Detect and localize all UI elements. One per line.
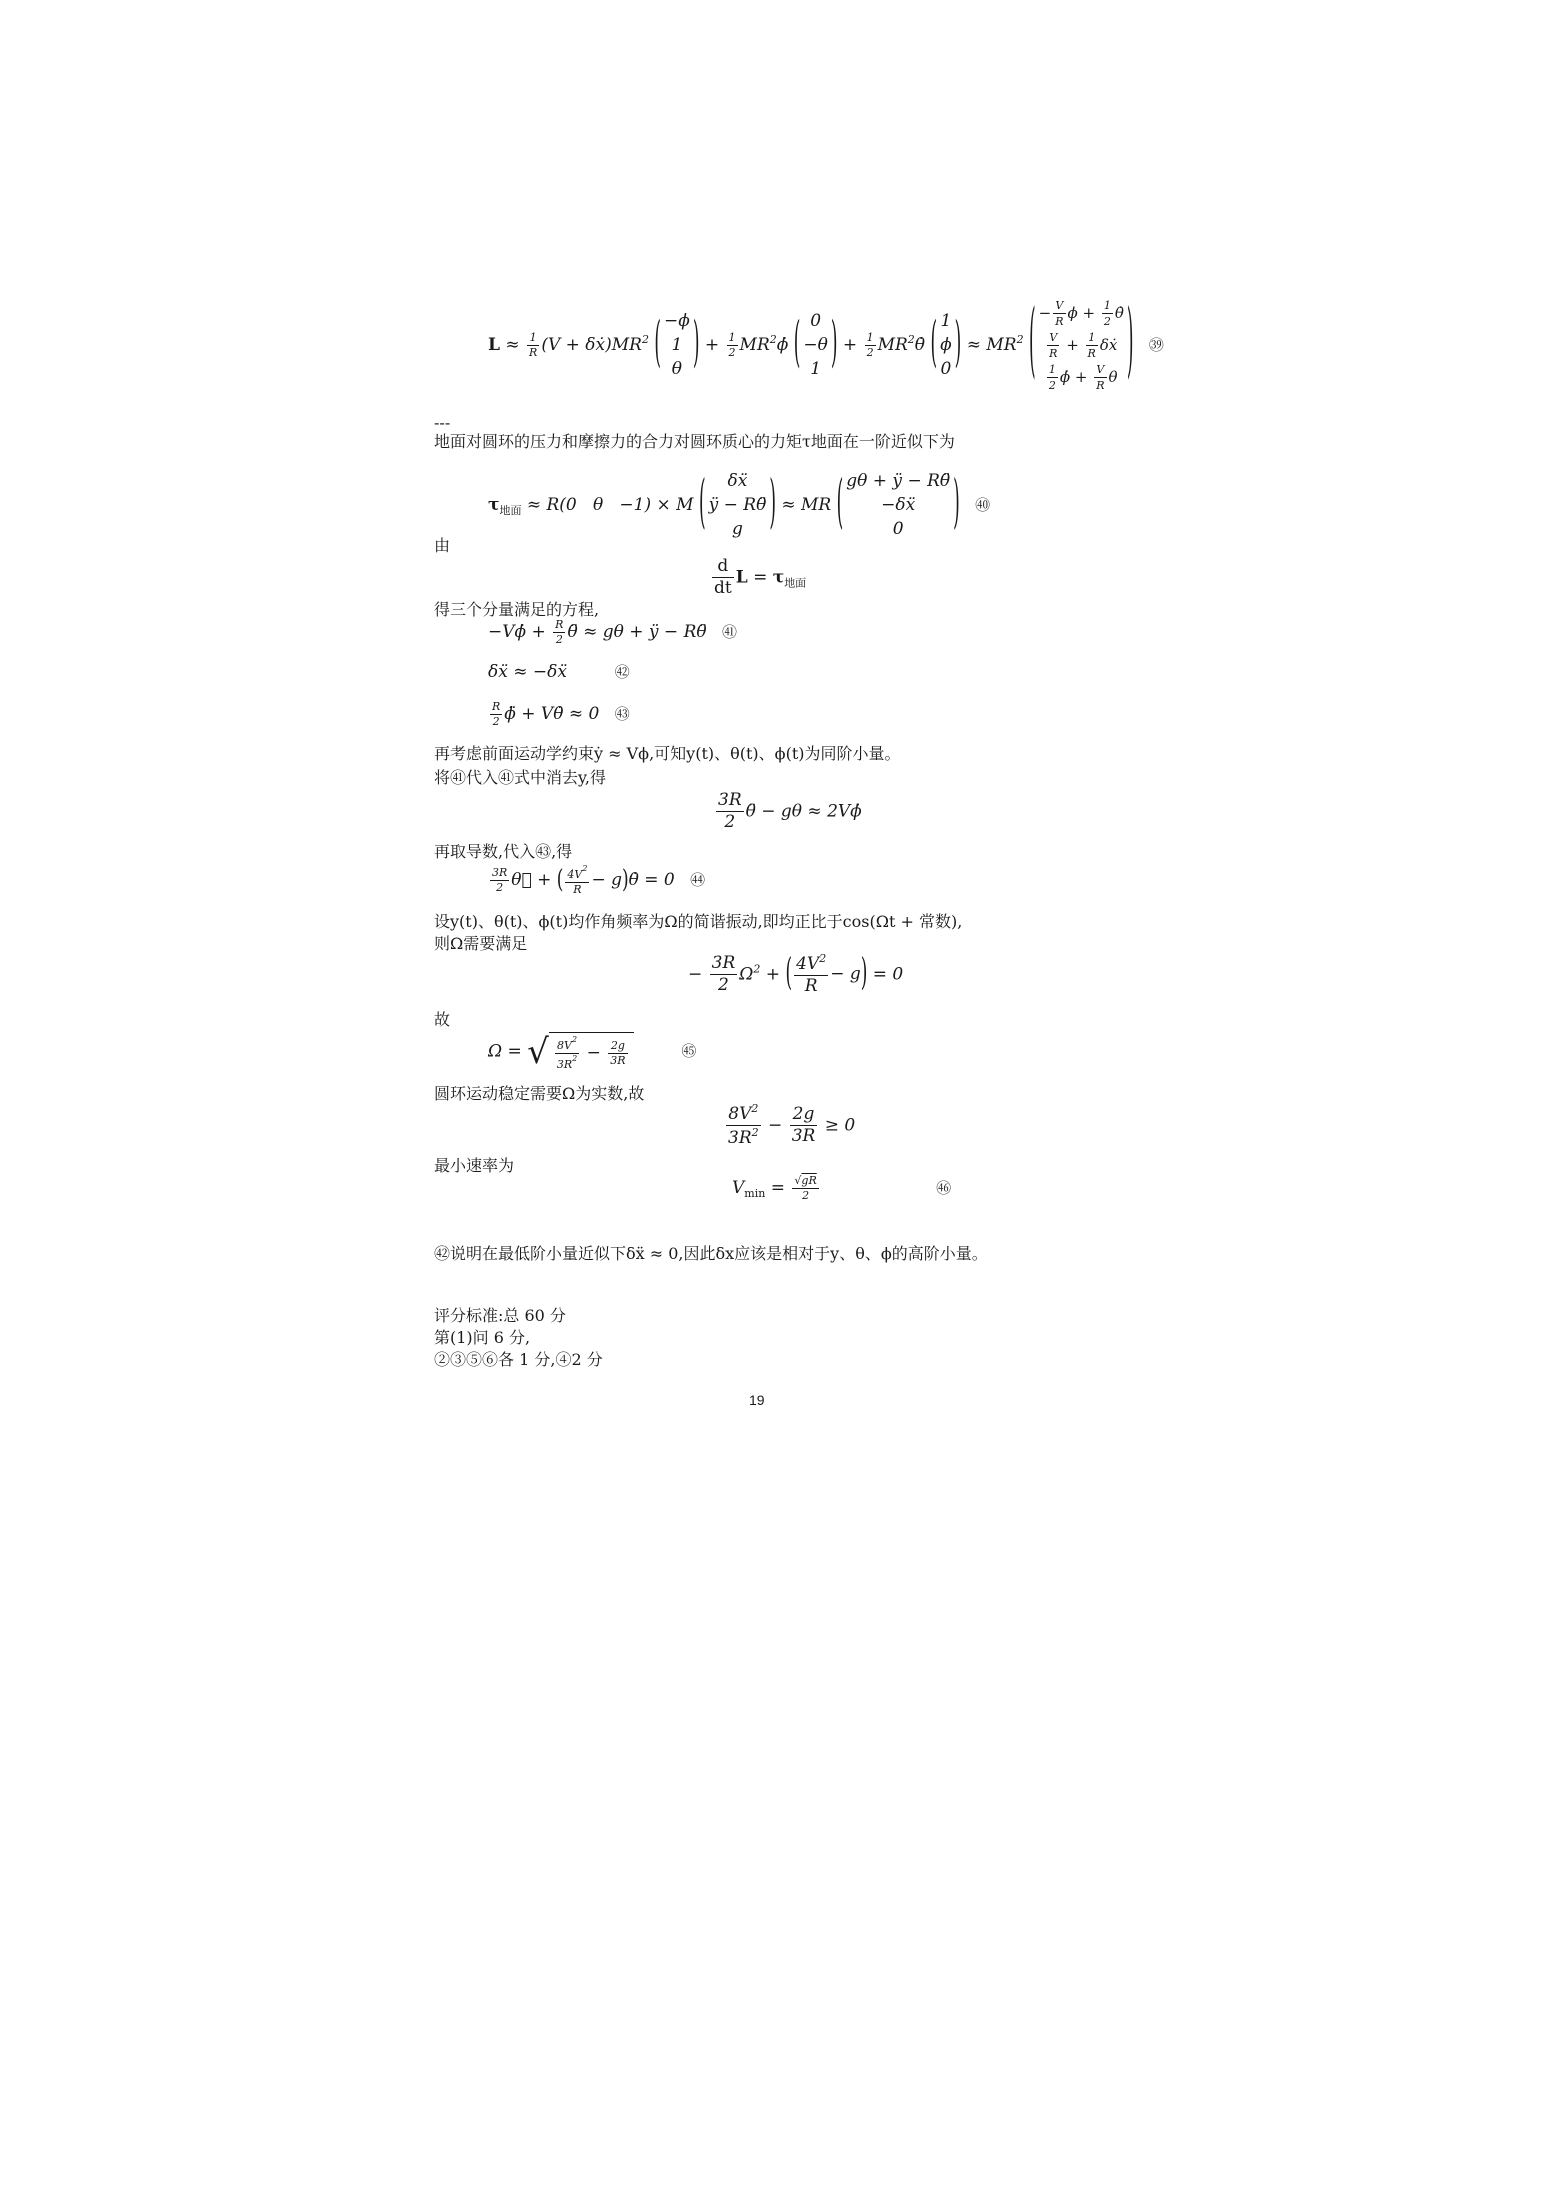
equation-number-43: ㊸ xyxy=(614,704,630,723)
equation-number-44: ㊹ xyxy=(690,870,706,889)
equation-number-39: ㊴ xyxy=(1148,336,1164,355)
equation-44: $\frac{3R}{2}$ θ⃛ + ( $\frac{4V^2}{R}$ − g ) θ̇ = 0 ㊹ xyxy=(492,864,706,896)
equation-number-45: ㊺ xyxy=(681,1042,697,1061)
paragraph-substitute: 将㊶代入㊶式中消去y,得 xyxy=(434,768,607,787)
separator: --- xyxy=(434,413,451,432)
paragraph-assume: 设y(t)、θ(t)、ϕ(t)均作角频率为Ω的简谐振动,即均正比于cos(Ωt + 常数), xyxy=(434,912,963,931)
equation-41: −Vϕ̇ + $\frac{R}{2}$ θ̈ ≈ gθ + ÿ − Rθ̈ ㊶ xyxy=(488,618,738,646)
equation-43: $\frac{R}{2}$ ϕ̈ + Vθ̇ ≈ 0 ㊸ xyxy=(492,700,630,728)
equation-42: δẍ ≈ −δẍ ㊷ xyxy=(488,662,630,682)
paragraph-then: 则Ω需要满足 xyxy=(434,934,528,953)
paragraph-gu: 故 xyxy=(434,1010,451,1029)
equation-number-42: ㊷ xyxy=(614,663,630,681)
equation-angular-momentum: $\frac{d}{dt}$ $L = \tau_{地面}$ xyxy=(714,556,807,599)
scoring-part1: 第(1)问 6 分, xyxy=(434,1328,531,1347)
scoring-total: 评分标准:总 60 分 xyxy=(434,1306,566,1325)
paragraph-three-components: 得三个分量满足的方程, xyxy=(434,600,600,619)
equation-45: Ω = √ $\frac{8V^2}{3R^2}$ − $\frac{2g}{3R}$ ㊺ xyxy=(488,1031,697,1072)
equation-number-40: ㊵ xyxy=(975,496,991,515)
equation-46: $V_{min}$ = $\frac{√gR}{2}$ ㊻ xyxy=(732,1174,952,1202)
equation-40: $\tau_{地面} \approx R(0$ θ −1) × M ( δẍ ÿ − Rθ̈ g ) ≈ MR ( gθ + ÿ − Rθ̈ −δẍ 0 ) ㊵ xyxy=(488,469,991,539)
equation-characteristic: − $\frac{3R}{2}$ $\Omega^2$ + ( $\frac{4V^2}{R}$ − g ) = 0 xyxy=(688,951,904,997)
paragraph-consider: 再考虑前面运动学约束ẏ ≈ Vϕ,可知y(t)、θ(t)、ϕ(t)为同阶小量。 xyxy=(434,744,901,763)
equation-39: L ≈ $\frac{1}{R}$ $(V + \delta ẋ)MR^2$ ( −ϕ 1 θ ) + $\frac{1}{2}$ $MR^2\phi̇$ ( 0 −θ 1 ) + $\frac{1}{2}$ $MR^2\thetȧ$ ( 1 ϕ 0 ) ≈ $MR^2$ ( − $\frac{V}{R}$ ϕ + $\frac{1}{2}$ θ̇ $\frac{V}{R}$ + $\frac{1}{R}$ δẋ $\frac{1}{2}$ ϕ̇ + $\frac{V}{R}$ θ ) ㊴ xyxy=(488,295,1164,392)
paragraph-stable: 圆环运动稳定需要Ω为实数,故 xyxy=(434,1084,645,1103)
equation-number-41: ㊶ xyxy=(722,622,738,641)
paragraph-note: ㊷说明在最低阶小量近似下δẍ ≈ 0,因此δx应该是相对于y、θ、ϕ的高阶小量。 xyxy=(434,1244,988,1263)
equation-inequality: $\frac{8V^2}{3R^2}$ − $\frac{2g}{3R}$ ≥ 0 xyxy=(728,1102,856,1149)
paragraph-torque-intro: 地面对圆环的压力和摩擦力的合力对圆环质心的力矩τ地面在一阶近似下为 xyxy=(434,432,955,451)
scoring-items: ②③⑤⑥各 1 分,④2 分 xyxy=(434,1350,603,1369)
equation-theta: $\frac{3R}{2}$ θ̈ − gθ ≈ 2Vϕ̇ xyxy=(718,790,862,833)
paragraph-you: 由 xyxy=(434,536,451,555)
page-number: 19 xyxy=(749,1392,765,1408)
paragraph-min-speed: 最小速率为 xyxy=(434,1156,515,1175)
equation-number-46: ㊻ xyxy=(936,1178,952,1197)
paragraph-derivative: 再取导数,代入㊸,得 xyxy=(434,842,573,861)
